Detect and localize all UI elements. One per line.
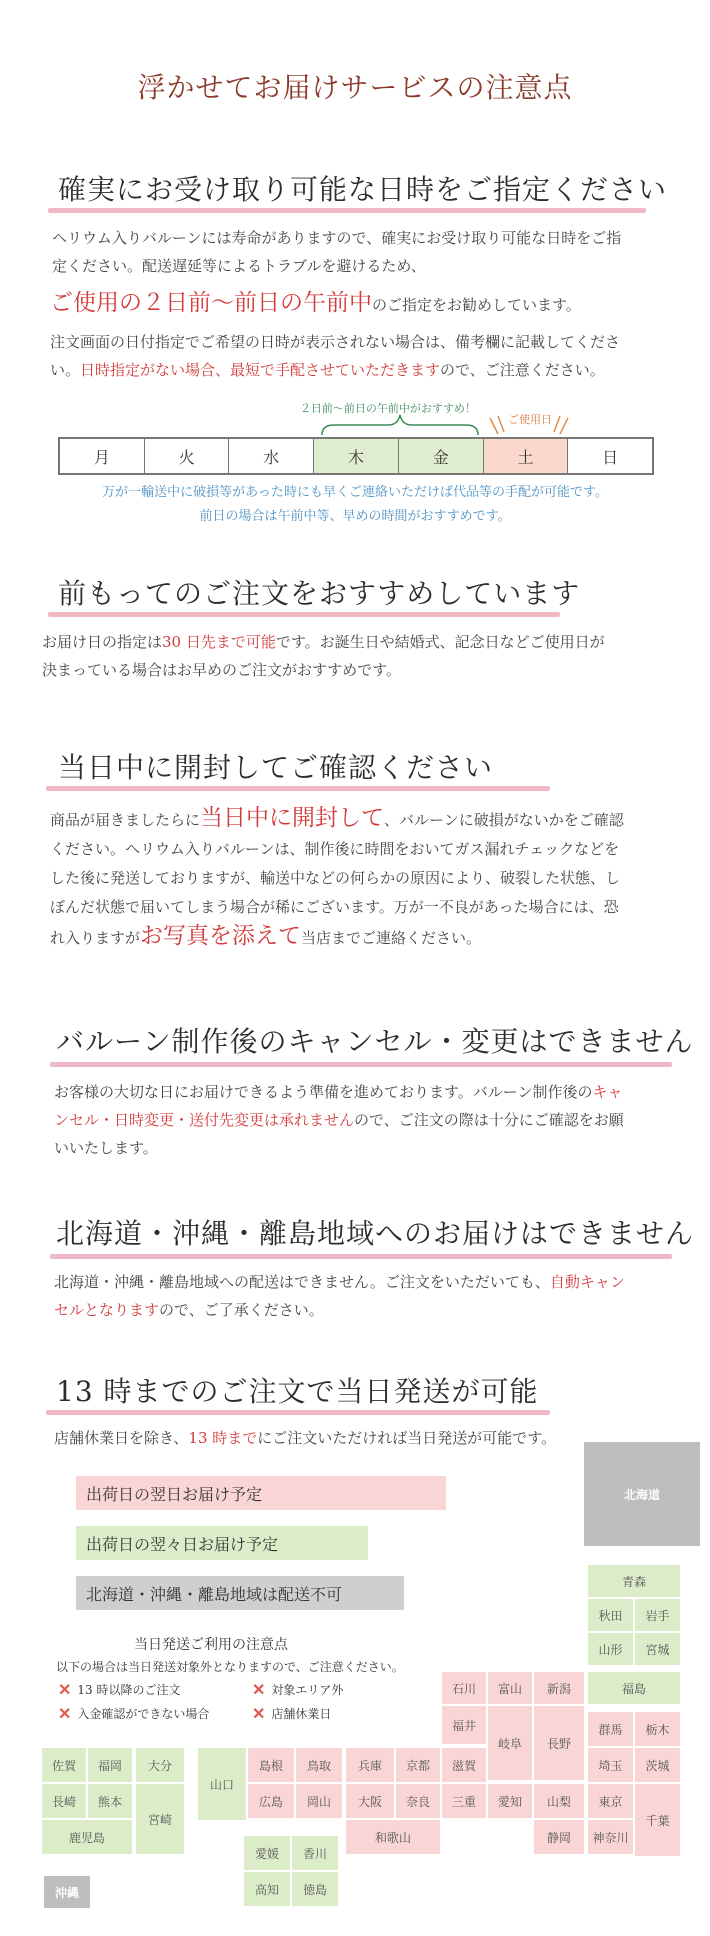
section-title-early-order: 前もってのご注文をおすすめしています (58, 577, 581, 610)
cross-icon: ✕ (58, 1704, 72, 1723)
pref-tokushima: 徳島 (292, 1872, 338, 1906)
pref-ishikawa: 石川 (442, 1672, 486, 1704)
pref-yamagata: 山形 (588, 1633, 633, 1665)
text-red: 13 時まで (188, 1429, 258, 1447)
pref-yamanashi: 山梨 (534, 1784, 584, 1818)
note-item (58, 1680, 181, 1699)
pref-kanagawa: 神奈川 (588, 1820, 633, 1854)
section-text (42, 628, 682, 684)
pref-hokkaido: 北海道 (584, 1442, 700, 1546)
pref-ehime: 愛媛 (244, 1836, 290, 1870)
note-line: 前日の場合は午前中等、早めの時間がおすすめです。 (199, 509, 511, 524)
day-sun: 日 (602, 447, 619, 467)
title-underline (46, 1410, 550, 1415)
section-text (54, 1268, 674, 1324)
pref-niigata: 新潟 (534, 1672, 584, 1704)
pref-okayama: 岡山 (296, 1784, 342, 1818)
pref-shiga: 滋賀 (442, 1748, 486, 1782)
text-line: ください。ヘリウム入りバルーンは、制作後に時間をおいてガス漏れチェックなどを (50, 840, 620, 858)
text-span: のご指定をお勧めしています。 (372, 296, 581, 314)
pref-chiba: 千葉 (635, 1784, 680, 1856)
text-span: 当店までご連絡ください。 (301, 929, 482, 947)
pref-nagasaki: 長崎 (42, 1784, 86, 1818)
note-item (58, 1704, 209, 1723)
pref-saitama: 埼玉 (588, 1748, 633, 1782)
section-title-delivery-date: 確実にお受け取り可能な日時をご指定ください (58, 173, 668, 206)
pref-fukui: 福井 (442, 1706, 486, 1744)
brace-icon (320, 413, 480, 437)
section-text (50, 804, 670, 953)
note-item (252, 1704, 331, 1723)
text-line: ぼんだ状態で届いてしまう場合が稀にございます。万が一不良があった場合には、恐 (50, 898, 619, 916)
text-span: 店舗休業日を除き、 (54, 1429, 189, 1447)
legend-unavailable: 北海道・沖縄・離島地域は配送不可 (76, 1576, 404, 1610)
text-span: 商品が届きましたらに (50, 811, 201, 829)
text-red: お写真を添えて (140, 923, 302, 949)
pref-nagano: 長野 (534, 1706, 584, 1780)
text-span: 北海道・沖縄・離島地域への配送はできません。ご注文をいただいても、 (54, 1273, 550, 1291)
text-red: キャ (592, 1083, 623, 1101)
pref-osaka: 大阪 (346, 1784, 394, 1818)
section-text (52, 224, 672, 280)
text-span: ので、ご注意ください。 (440, 361, 605, 379)
pref-hyogo: 兵庫 (346, 1748, 394, 1782)
day-tue: 火 (145, 439, 230, 473)
text-span: お客様の大切な日にお届けできるよう準備を進めております。バルーン制作後の (54, 1083, 593, 1101)
text-red: 30 日先まで可能 (162, 633, 276, 651)
pref-wakayama: 和歌山 (346, 1820, 440, 1854)
pref-aichi: 愛知 (488, 1784, 532, 1818)
text-span: お届け日の指定は (42, 633, 163, 651)
note-text: 店舗休業日 (271, 1707, 332, 1721)
text-red: 当日中に開封して (200, 805, 385, 831)
text-line: 決まっている場合はお早めのご注文がおすすめです。 (42, 661, 401, 679)
cross-icon: ✕ (252, 1680, 266, 1699)
text-red: 日時指定がない場合、最短で手配させていただきます (80, 361, 441, 379)
pref-shizuoka: 静岡 (534, 1820, 584, 1854)
legend-next-day: 出荷日の翌日お届け予定 (76, 1476, 446, 1510)
section-title-open-check: 当日中に開封してご確認ください (58, 751, 494, 784)
text-span: れ入りますが (50, 929, 141, 947)
section-title-no-cancel: バルーン制作後のキャンセル・変更はできません (56, 1025, 694, 1058)
notes-title: 当日発送ご利用の注意点 (134, 1637, 288, 1653)
legend-two-days: 出荷日の翌々日お届け予定 (76, 1526, 368, 1560)
pref-mie: 三重 (442, 1784, 486, 1818)
title-underline (48, 208, 646, 213)
pref-gifu: 岐阜 (488, 1706, 532, 1780)
pref-kochi: 高知 (244, 1872, 290, 1906)
recommend-label: ２日前〜前日の午前中がおすすめ！ (299, 402, 477, 415)
text-span: にご注文いただければ当日発送が可能です。 (257, 1429, 557, 1447)
text-line: 定ください。配送遅延等によるトラブルを避けるため、 (52, 257, 426, 275)
day-mon: 月 (60, 439, 145, 473)
day-sat: 土 (484, 439, 569, 473)
pref-kagoshima: 鹿児島 (42, 1820, 132, 1854)
cross-icon: ✕ (58, 1680, 72, 1699)
section-title-same-day: 13 時までのご注文で当日発送が可能 (56, 1375, 539, 1408)
pref-okinawa: 沖縄 (44, 1876, 90, 1908)
pref-tottori: 鳥取 (296, 1748, 342, 1782)
section-text (50, 328, 680, 384)
title-underline (50, 1062, 672, 1067)
pref-kyoto: 京都 (396, 1748, 440, 1782)
pref-miyagi: 宮城 (635, 1633, 680, 1665)
pref-kagawa: 香川 (292, 1836, 338, 1870)
note-text: 入金確認ができない場合 (77, 1707, 210, 1721)
text-line: 注文画面の日付指定でご希望の日時が表示されない場合は、備考欄に記載してくださ (50, 333, 621, 351)
notes-subtitle: 以下の場合は当日発送対象外となりますので、ご注意ください。 (56, 1660, 404, 1674)
pref-gunma: 群馬 (588, 1712, 633, 1746)
title-underline (46, 786, 550, 791)
pref-miyazaki: 宮崎 (136, 1784, 184, 1854)
highlight-red: ご使用の２日前〜前日の午前中 (50, 290, 372, 316)
text-span: ので、ご注文の際は十分にご確認をお願 (354, 1111, 624, 1129)
pref-oita: 大分 (136, 1748, 184, 1782)
highlight-line (50, 286, 690, 322)
pref-ibaraki: 茨城 (635, 1748, 680, 1782)
day-thu: 木 (314, 439, 399, 473)
pref-akita: 秋田 (588, 1599, 633, 1631)
pref-yamaguchi: 山口 (198, 1748, 246, 1820)
pref-nara: 奈良 (396, 1784, 440, 1818)
pref-hiroshima: 広島 (248, 1784, 294, 1818)
pref-tochigi: 栃木 (635, 1712, 680, 1746)
text-red: ンセル・日時変更・送付先変更は承れません (54, 1111, 355, 1129)
text-red: セルとなります (54, 1301, 160, 1319)
note-text: 対象エリア外 (271, 1683, 344, 1697)
pref-tokyo: 東京 (588, 1784, 633, 1818)
section-text (54, 1424, 674, 1452)
pref-kumamoto: 熊本 (88, 1784, 132, 1818)
week-calendar (58, 437, 654, 475)
section-text (54, 1078, 674, 1162)
pref-saga: 佐賀 (42, 1748, 86, 1782)
day-wed: 水 (229, 439, 314, 473)
text-line: ヘリウム入りバルーンには寿命がありますので、確実にお受け取り可能な日時をご指 (52, 229, 622, 247)
text-span: ので、ご了承ください。 (159, 1301, 324, 1319)
note-item (252, 1680, 343, 1699)
title-underline (50, 1254, 672, 1259)
pref-aomori: 青森 (588, 1565, 680, 1597)
note-text: 13 時以降のご注文 (77, 1683, 181, 1697)
use-day-label: ご使用日 (508, 413, 552, 426)
section-title-no-remote: 北海道・沖縄・離島地域へのお届けはできません (56, 1217, 695, 1250)
calendar-note (0, 481, 710, 529)
text-span: です。お誕生日や結婚式、記念日などご使用日が (275, 633, 605, 651)
text-span: 、バルーンに破損がないかをご確認 (384, 811, 624, 829)
text-red: 自動キャン (549, 1273, 625, 1291)
title-underline (48, 612, 560, 617)
pref-fukushima: 福島 (588, 1672, 680, 1704)
text-span: い。 (50, 361, 81, 379)
text-line: した後に発送しておりますが、輸送中などの何らかの原因により、破裂した状態、し (50, 869, 621, 887)
cross-icon: ✕ (252, 1704, 266, 1723)
sparkle-icon (484, 410, 574, 438)
pref-fukuoka: 福岡 (88, 1748, 132, 1782)
note-line: 万が一輸送中に破損等があった時にも早くご連絡いただけば代品等の手配が可能です。 (102, 485, 608, 500)
pref-toyama: 富山 (488, 1672, 532, 1704)
pref-iwate: 岩手 (635, 1599, 680, 1631)
text-line: いいたします。 (54, 1139, 158, 1157)
pref-shimane: 島根 (248, 1748, 294, 1782)
page-title: 浮かせてお届けサービスの注意点 (137, 71, 573, 104)
day-fri: 金 (399, 439, 484, 473)
